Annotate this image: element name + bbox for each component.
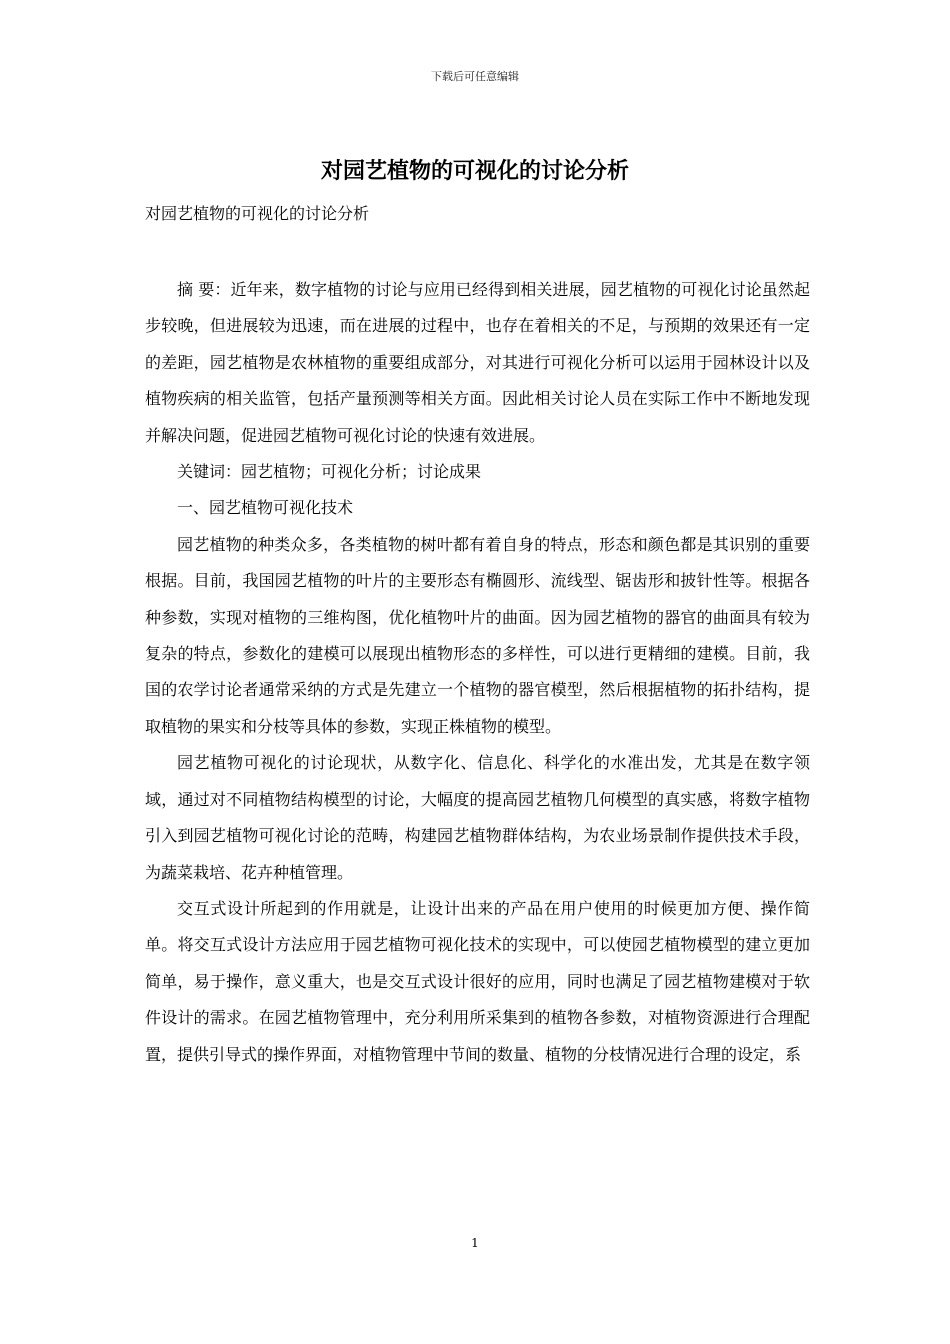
- body-paragraph: 园艺植物可视化的讨论现状，从数字化、信息化、科学化的水准出发，尤其是在数字领域，通过对不同植物结构模型的讨论，大幅度的提高园艺植物几何模型的真实感，将数字植物引入到园艺植物可视化讨论的范畴，构建园艺植物群体结构，为农业场景制作提供技术手段，为蔬菜栽培、花卉种植管理。: [145, 753, 810, 882]
- body-paragraph: 园艺植物的种类众多，各类植物的树叶都有着自身的特点，形态和颜色都是其识别的重要根据。目前，我国园艺植物的叶片的主要形态有椭圆形、流线型、锯齿形和披针性等。根据各种参数，实现对植物的三维构图，优化植物叶片的曲面。因为园艺植物的器官的曲面具有较为复杂的特点，参数化的建模可以展现出植物形态的多样性，可以进行更精细的建模。目前，我国的农学讨论者通常采纳的方式是先建立一个植物的器官模型，然后根据植物的拓扑结构，提取植物的果实和分枝等具体的参数，实现正株植物的模型。: [145, 534, 810, 736]
- document-subtitle: 对园艺植物的可视化的讨论分析: [145, 204, 370, 223]
- body-paragraph: 交互式设计所起到的作用就是，让设计出来的产品在用户使用的时候更加方便、操作简单。将交互式设计方法应用于园艺植物可视化技术的实现中，可以使园艺植物模型的建立更加简单，易于操作，意义重大，也是交互式设计很好的应用，同时也满足了园艺植物建模对于软件设计的需求。在园艺植物管理中，充分利用所采集到的植物各参数，对植物资源进行合理配置，提供引导式的操作界面，对植物管理中节间的数量、植物的分枝情况进行合理的设定，系: [145, 898, 810, 1064]
- document-body: [145, 272, 810, 1073]
- page-header-note: 下载后可任意编辑: [431, 70, 519, 83]
- page-number: 1: [471, 1236, 479, 1250]
- document-title: 对园艺植物的可视化的讨论分析: [320, 158, 629, 184]
- abstract-paragraph: 摘 要：近年来，数字植物的讨论与应用已经得到相关进展，园艺植物的可视化讨论虽然起步较晚，但进展较为迅速，而在进展的过程中，也存在着相关的不足，与预期的效果还有一定的差距，园艺植物是农林植物的重要组成部分，对其进行可视化分析可以运用于园林设计以及植物疾病的相关监管，包括产量预测等相关方面。因此相关讨论人员在实际工作中不断地发现并解决问题，促进园艺植物可视化讨论的快速有效进展。: [145, 280, 810, 445]
- keywords-paragraph: 关键词：园艺植物；可视化分析；讨论成果: [177, 462, 482, 482]
- section-heading: 一、园艺植物可视化技术: [177, 498, 354, 518]
